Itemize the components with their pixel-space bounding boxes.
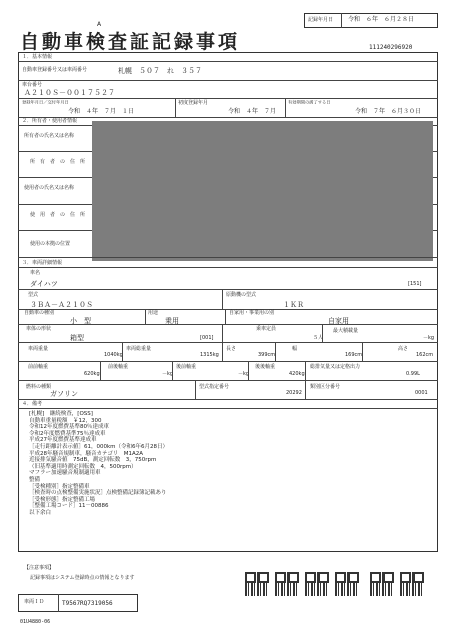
remark-line: [札幌] 継続検査，[OSS]	[29, 411, 93, 417]
vin-label: 車台番号	[22, 82, 43, 88]
qr-code-3	[305, 572, 329, 596]
remarks-list	[29, 411, 168, 517]
car-id-label: 車両ＩＤ	[24, 599, 45, 605]
rear-rear-axle-value: 420kg	[289, 371, 305, 377]
fuel-value: ガソリン	[50, 390, 78, 398]
rear-front-axle-value: －kg	[238, 371, 250, 377]
body-label: 車体の形状	[26, 326, 52, 332]
qr-code-4	[335, 572, 359, 596]
qr-code-6	[400, 572, 424, 596]
car-id-value: T9567RQ7319056	[62, 600, 113, 607]
qr-code-1	[245, 572, 269, 596]
model-value: ３ＢＡ－Ａ２１０Ｓ	[30, 301, 93, 309]
length-value: 399cm	[258, 352, 276, 358]
notice-text: 記録事項はシステム登録時点の情報となります	[30, 575, 135, 581]
length-label: 長さ	[226, 346, 237, 352]
max-load-value: －kg	[423, 335, 435, 341]
maker-label: 車名	[30, 270, 41, 276]
notice-label: 【注意事項】	[24, 565, 55, 571]
width-label: 幅	[292, 346, 298, 352]
expiry-value: 令和 ７年 ６月３０日	[355, 108, 422, 115]
displacement-label: 総排気量又は定格出力	[310, 364, 361, 370]
remark-line: ［走行距離計表示値］61，000km（令和6年6月28日）	[29, 443, 169, 450]
front-rear-axle-value: －kg	[162, 371, 174, 377]
remark-line: ［受検種別］指定整備車	[29, 483, 90, 490]
body-value: 箱型	[70, 334, 84, 342]
first-year-value: 令和 ４年 ７月	[228, 108, 277, 115]
section1-heading: １．基本情報	[22, 54, 53, 60]
first-reg-label: 登録年月日／交付年月日	[22, 100, 69, 106]
engine-value: １ＫＲ	[283, 301, 304, 309]
form-code: 01U4880-06	[20, 619, 51, 625]
remark-line: マフラー加速騒音規制適用車	[29, 470, 101, 477]
remark-line: （旧基準適用時測定回転数 4，500rpm）	[29, 463, 137, 470]
document-title: 自動車検査証記録事項	[20, 31, 241, 53]
class-number-label: 類別区分番号	[310, 384, 341, 390]
gross-weight-value: 1315kg	[200, 352, 219, 358]
issue-date-value: 令和 ６年 ６月２８日	[348, 16, 415, 23]
remark-line: 以下余白	[29, 509, 52, 516]
vehicle-type-label: 自動車の種別	[24, 310, 55, 316]
model-number-value: 20292	[286, 390, 302, 396]
remark-line: ［検査時の点検整備実施状況］点検整備記録簿記載あり	[29, 490, 167, 497]
engine-label: 原動機の型式	[226, 292, 257, 298]
remark-line: 近接排気騒音値 75dB，測定回転数 3，750rpm	[29, 457, 157, 464]
qr-code-2	[275, 572, 299, 596]
reg-number-label: 自動車登録番号又は車両番号	[22, 67, 88, 73]
section2-heading: ２．所有者・使用者情報	[22, 118, 78, 124]
remark-line: ［整備工場コード］11－00886	[29, 503, 109, 510]
section4-heading: ４．備考	[22, 401, 43, 407]
owner-address-label: 所 有 者 の 住 所	[30, 159, 86, 165]
capacity-label: 乗車定員	[256, 326, 277, 332]
vin-value: Ａ２１０Ｓ－００１７５２７	[24, 89, 115, 97]
private-label: 自家用・事業用の別	[229, 310, 275, 316]
class-number-value: 0001	[415, 390, 428, 396]
front-front-axle-value: 620kg	[84, 371, 100, 377]
first-year-label: 初度登録年月	[178, 100, 209, 106]
qr-code-5	[370, 572, 394, 596]
use-value: 乗用	[165, 317, 179, 325]
rear-rear-axle-label: 後後軸重	[255, 364, 276, 370]
weight-label: 車両重量	[28, 346, 49, 352]
body-code: [001]	[200, 335, 214, 341]
vehicle-type-value: 小 型	[70, 317, 91, 325]
base-location-label: 使用の本拠の位置	[30, 241, 71, 247]
user-name-label: 使用者の氏名又は名称	[24, 185, 75, 191]
height-value: 162cm	[416, 352, 434, 358]
remark-line: 平成28年騒音規制車，騒音カテゴリ M1A2A	[29, 450, 144, 457]
weight-value: 1040kg	[104, 352, 123, 358]
capacity-value: ５人	[313, 335, 324, 341]
redaction-block	[92, 121, 433, 261]
gross-weight-label: 車両総重量	[126, 346, 152, 352]
fuel-label: 燃料の種類	[26, 384, 52, 390]
document-number: 111240296920	[369, 44, 413, 51]
height-label: 高さ	[398, 346, 409, 352]
max-load-label: 最大積載量	[333, 328, 359, 334]
model-number-label: 型式指定番号	[199, 384, 230, 390]
remark-line: 令和2年度燃費基準75％達成車	[29, 430, 106, 437]
model-label: 型式	[28, 292, 39, 298]
user-address-label: 使 用 者 の 住 所	[30, 212, 86, 218]
expiry-label: 有効期間の満了する日	[288, 100, 331, 106]
private-value: 自家用	[328, 317, 349, 325]
remark-line: 自動車重量税額 ￥12，300	[29, 417, 102, 424]
use-label: 用途	[148, 310, 159, 316]
first-reg-value: 令和 ４年 ７月 １日	[68, 108, 135, 115]
remark-line: 令和12年度燃費基準80％達成車	[29, 424, 109, 431]
section3-heading: ３．車両詳細情報	[22, 260, 63, 266]
displacement-value: 0.99L	[406, 371, 420, 377]
maker-value: ダイハツ	[30, 280, 58, 288]
rear-front-axle-label: 後前軸重	[176, 364, 197, 370]
owner-name-label: 所有者の氏名又は名称	[24, 133, 75, 139]
remark-line: 整備	[29, 476, 41, 483]
width-value: 169cm	[345, 352, 363, 358]
maker-code: [151]	[408, 281, 422, 287]
remark-line: ［受検形態］指定整備工場	[29, 496, 96, 503]
issue-date-label: 記録年月日	[308, 17, 334, 23]
form-mark: A	[97, 21, 102, 28]
reg-number-value: 札幌 ５０７ れ ３５７	[118, 67, 202, 75]
front-front-axle-label: 前前軸重	[28, 364, 49, 370]
front-rear-axle-label: 前後軸重	[108, 364, 129, 370]
remark-line: 平成27年度燃費基準達成車	[29, 437, 97, 444]
